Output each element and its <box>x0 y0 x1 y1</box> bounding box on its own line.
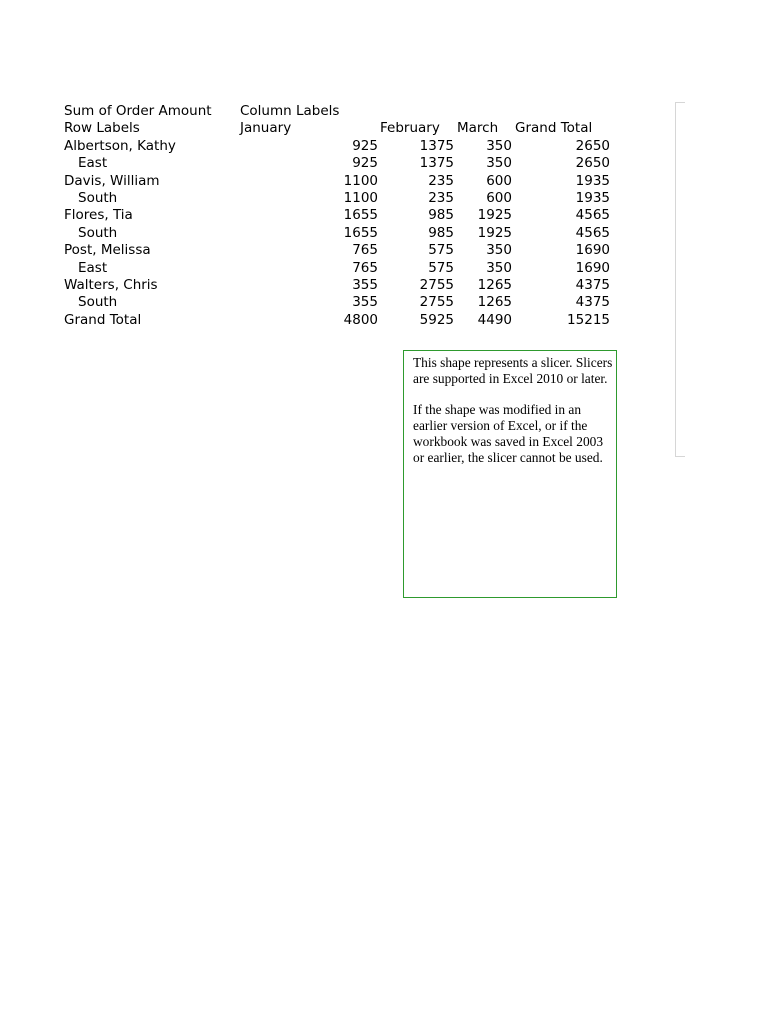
value-january[interactable]: 1100 <box>343 189 378 206</box>
column-header-january[interactable]: January <box>240 120 292 137</box>
value-grand-total[interactable]: 1935 <box>575 189 610 206</box>
row-label[interactable]: Grand Total <box>64 311 142 328</box>
value-january[interactable]: 1655 <box>343 207 378 224</box>
value-january[interactable]: 765 <box>352 259 378 276</box>
slicer-placeholder-shape[interactable] <box>403 350 617 598</box>
value-march[interactable]: 4490 <box>477 311 512 328</box>
slicer-message-1: This shape represents a slicer. Slicers are supported in Excel 2010 or later. <box>413 355 613 386</box>
row-label[interactable]: Flores, Tia <box>64 207 133 224</box>
value-grand-total[interactable]: 4375 <box>575 276 610 293</box>
value-march[interactable]: 600 <box>486 189 512 206</box>
value-grand-total[interactable]: 15215 <box>567 311 610 328</box>
value-february[interactable]: 5925 <box>419 311 454 328</box>
grand-total-row <box>64 312 624 329</box>
value-february[interactable]: 575 <box>428 242 454 259</box>
region-row <box>64 225 624 242</box>
value-february[interactable]: 575 <box>428 259 454 276</box>
region-row <box>64 155 624 172</box>
value-february[interactable]: 985 <box>428 224 454 241</box>
value-march[interactable]: 350 <box>486 242 512 259</box>
slicer-placeholder-text <box>413 355 613 466</box>
value-march[interactable]: 1265 <box>477 294 512 311</box>
value-grand-total[interactable]: 1690 <box>575 242 610 259</box>
value-january[interactable]: 1655 <box>343 224 378 241</box>
row-label[interactable]: Albertson, Kathy <box>64 137 176 154</box>
salesperson-row <box>64 138 624 155</box>
value-field-header[interactable]: Sum of Order Amount <box>64 103 212 119</box>
value-january[interactable]: 765 <box>352 242 378 259</box>
value-grand-total[interactable]: 1690 <box>575 259 610 276</box>
value-february[interactable]: 1375 <box>419 155 454 172</box>
row-labels-header[interactable]: Row Labels <box>64 120 140 137</box>
page-break-marker <box>675 102 685 457</box>
value-january[interactable]: 355 <box>352 294 378 311</box>
value-grand-total[interactable]: 2650 <box>575 137 610 154</box>
value-march[interactable]: 1265 <box>477 276 512 293</box>
salesperson-row <box>64 277 624 294</box>
region-row <box>64 260 624 277</box>
value-grand-total[interactable]: 1935 <box>575 172 610 189</box>
value-grand-total[interactable]: 4375 <box>575 294 610 311</box>
value-january[interactable]: 355 <box>352 276 378 293</box>
column-header-february[interactable]: February <box>380 120 440 137</box>
value-grand-total[interactable]: 4565 <box>575 207 610 224</box>
value-march[interactable]: 1925 <box>477 224 512 241</box>
value-february[interactable]: 985 <box>428 207 454 224</box>
value-january[interactable]: 925 <box>352 155 378 172</box>
row-label[interactable]: Davis, William <box>64 172 160 189</box>
row-label[interactable]: South <box>78 294 118 311</box>
value-february[interactable]: 235 <box>428 189 454 206</box>
value-february[interactable]: 2755 <box>419 276 454 293</box>
row-label[interactable]: East <box>78 155 108 172</box>
value-grand-total[interactable]: 2650 <box>575 155 610 172</box>
value-march[interactable]: 600 <box>486 172 512 189</box>
pivot-header-row-2 <box>64 120 624 137</box>
value-march[interactable]: 350 <box>486 259 512 276</box>
value-february[interactable]: 235 <box>428 172 454 189</box>
row-label[interactable]: Walters, Chris <box>64 276 158 293</box>
region-row <box>64 294 624 311</box>
region-row <box>64 190 624 207</box>
value-grand-total[interactable]: 4565 <box>575 224 610 241</box>
salesperson-row <box>64 242 624 259</box>
salesperson-row <box>64 173 624 190</box>
row-label[interactable]: South <box>78 224 118 241</box>
value-february[interactable]: 2755 <box>419 294 454 311</box>
row-label[interactable]: Post, Melissa <box>64 242 151 259</box>
pivot-header-row-1 <box>64 103 624 120</box>
row-label[interactable]: East <box>78 259 108 276</box>
value-january[interactable]: 4800 <box>343 311 378 328</box>
paragraph-gap <box>413 387 613 402</box>
column-labels-header[interactable]: Column Labels <box>240 103 340 119</box>
pivot-body <box>64 138 624 329</box>
value-january[interactable]: 925 <box>352 137 378 154</box>
value-march[interactable]: 350 <box>486 155 512 172</box>
column-header-grand-total[interactable]: Grand Total <box>515 120 593 137</box>
slicer-message-2: If the shape was modified in an earlier version of Excel, or if the workbook was saved in Excel 2003 or earlier, the slicer cannot be used. <box>413 402 604 465</box>
salesperson-row <box>64 207 624 224</box>
row-label[interactable]: South <box>78 189 118 206</box>
value-february[interactable]: 1375 <box>419 137 454 154</box>
value-january[interactable]: 1100 <box>343 172 378 189</box>
value-march[interactable]: 350 <box>486 137 512 154</box>
column-header-march[interactable]: March <box>457 120 499 137</box>
value-march[interactable]: 1925 <box>477 207 512 224</box>
pivot-table <box>64 103 624 329</box>
